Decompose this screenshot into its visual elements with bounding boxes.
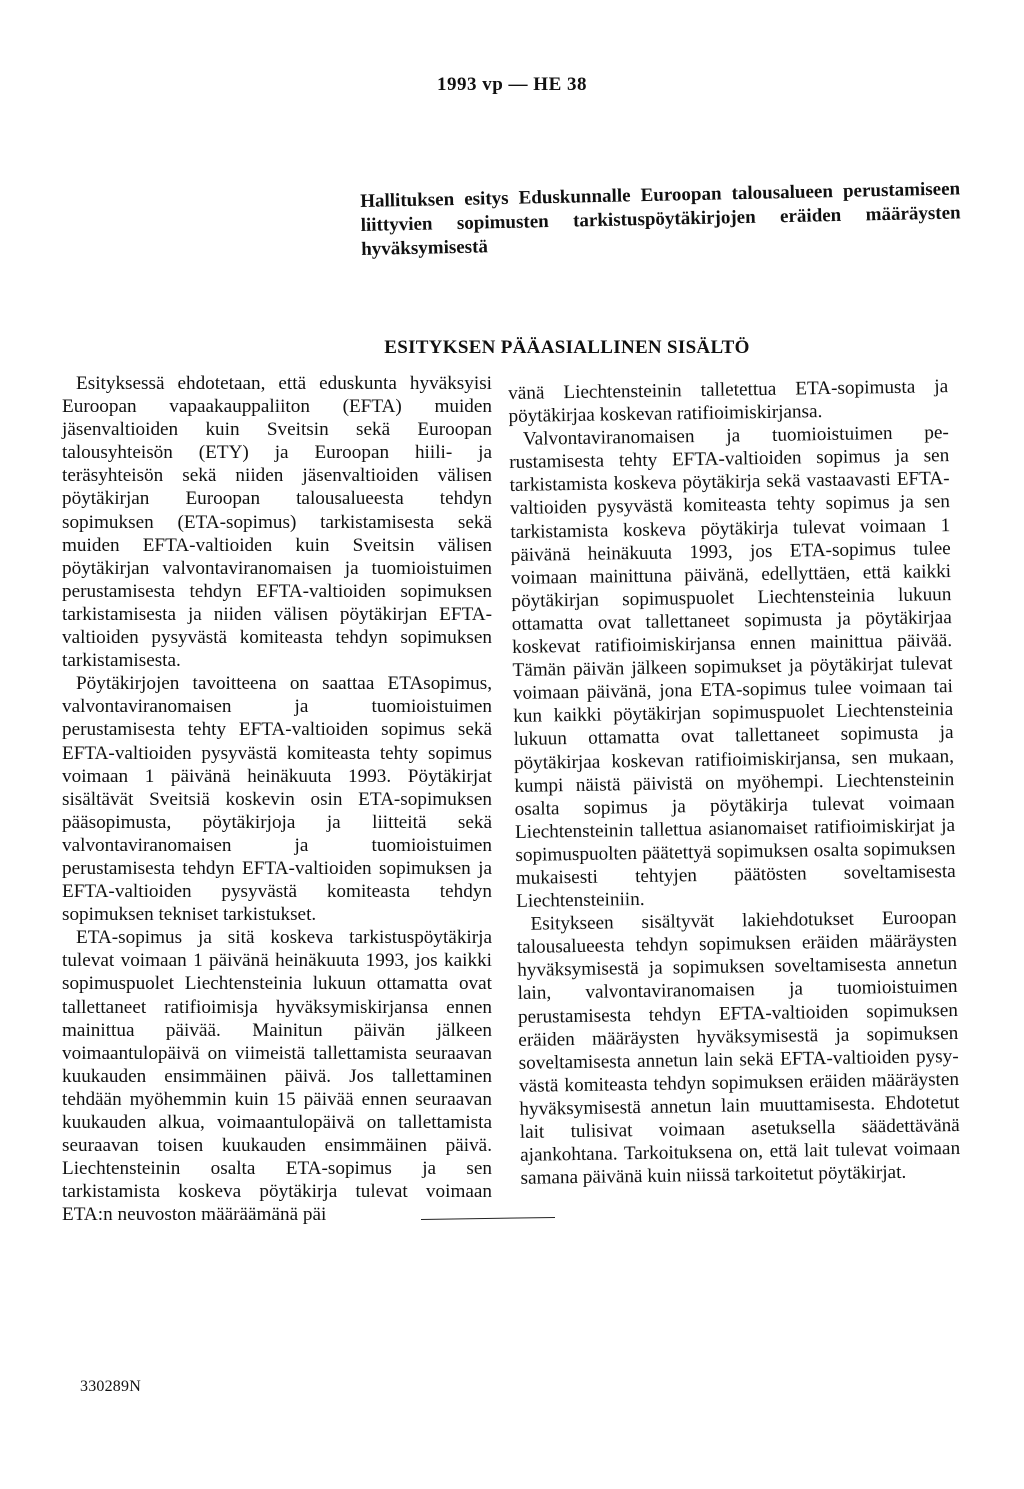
right-paragraph-1: vänä Liechtensteinin talletettua ETA-sopimusta ja pöytäkirjaa koskevan ratifioimiskirjansa.	[508, 376, 949, 428]
right-column	[508, 375, 961, 1190]
left-paragraph-2: Pöytäkirjojen tavoitteena on saattaa ETAsopimus, valvontaviranomaisen ja tuomioistuimen perustamisesta tehty EFTA-valtioiden sopimus sekä EFTA-valtioiden pysyvästä komiteasta tehty sopimus voimaan 1 päivänä heinäkuuta 1993. Pöytäkirjat sisältävät Sveitsiä koskevin osin ETA-sopimuksen pääsopimusta, pöytäkirjoja ja liitteitä sekä valvontaviranomaisen ja tuomioistuimen perustamisesta tehdyn EFTA-valtioiden sopimuksen ja EFTA-valtioiden pysyvästä komiteasta tehdyn sopimuksen tekniset tarkistukset.	[62, 673, 492, 926]
right-paragraph-2: Valvontaviranomaisen ja tuomioistuimen perustamisesta tehty EFTA-valtioiden sopimus ja sen tarkistamista koskeva pöytäkirja sekä vastaavasti EFTA-valtioiden pysyvästä komiteasta tehty sopimus ja sen tarkistamista koskeva pöytäkirja tulevat voimaan 1 päivänä heinäkuuta 1993, jos ETA-sopimus tulee voimaan mainittuna päivänä, edellyttäen, että kaikki pöytäkirjan sopimuspuolet Liechtensteinia lukuun ottamatta ovat tallettaneet sopimusta ja pöytäkirjaa koskevat ratifioimiskirjansa ennen mainittua päivää. Tämän päivän jälkeen sopimukset ja pöytäkirjat tulevat voimaan päivänä, jona ETA-sopimus tulee voimaan tai kun kaikki pöytäkirjan sopimuspuolet Liechtensteinia lukuun ottamatta ovat tallettaneet sopimusta ja pöytäkirjaa koskevan ratifioimiskirjansa, sen mukaan, kumpi näistä päivistä on myöhempi. Liechtensteinin osalta sopimus ja pöytäkirja tulevat voimaan Liechtensteinin tallettua asianomaiset ratifioimiskirjat ja sopimuspuolten päätettyä sopimuksen osalta sopimuksen mukaisesti tehtyjen päätösten soveltamisesta Liechtensteiniin.	[509, 422, 956, 912]
left-paragraph-3: ETA-sopimus ja sitä koskeva tarkistuspöytäkirja tulevat voimaan 1 päivänä heinäkuuta 1993, jos kaikki sopimuspuolet Liechtensteinia lukuun ottamatta ovat tallettaneet ratifioimisja hyväksymiskirjansa ennen mainittua päivää. Mainitun päivän jälkeen voimaantulopäivä on viimeistä tallettamista seuraavan kuukauden ensimmäinen päivä. Jos tallettaminen tehdään myöhemmin kuin 15 päivää ennen seuraavan kuukauden alkua, voimaantulopäivä on tallettamista seuraavan toisen kuukauden ensimmäinen päivä. Liechtensteinin osalta ETA-sopimus ja sen tarkistamista koskeva pöytäkirja tulevat voimaan ETA:n neuvoston määräämänä päi	[62, 927, 492, 1226]
section-heading: ESITYKSEN PÄÄASIALLINEN SISÄLTÖ	[384, 337, 750, 358]
left-column	[62, 372, 492, 1226]
left-paragraph-1: Esityksessä ehdotetaan, että eduskunta hyväksyisi Euroopan vapaakauppaliiton (EFTA) muiden jäsenvaltioiden kuin Sveitsin sekä Euroopan talousyhteisön (ETY) ja Euroopan hiili- ja teräsyhteisön sekä niiden jäsenvaltioiden välisen pöytäkirjan Euroopan talousalueesta tehdyn sopimuksen (ETA-sopimus) tarkistamisesta sekä muiden EFTA-valtioiden kuin Sveitsin välisen pöytäkirjan valvontaviranomaisen ja tuomioistuimen perustamisesta tehdyn EFTA-valtioiden sopimuksen tarkistamisesta ja niiden välisen pöytäkirjan EFTA-valtioiden pysyvästä komiteasta tehdyn sopimuksen tarkistamisesta.	[62, 373, 492, 672]
right-paragraph-3: Esitykseen sisältyvät lakiehdotukset Euroopan talousalueesta tehdyn sopimuksen eräiden määräysten hyväksymisestä ja sopimuksen soveltamisesta annetun lain, valvontaviranomaisen ja tuomioistuimen perustamisesta tehdyn EFTA-valtioiden sopimuksen eräiden määräysten hyväksymisestä ja sopimuksen soveltamisesta annetun lain sekä EFTA-valtioiden pysyvästä komiteasta tehdyn sopimuksen eräiden määräysten hyväksymisestä annetun lain muuttamisesta. Ehdotetut lait tulisivat voimaan asetuksella säädettävänä ajankohtana. Tarkoituksena on, että lait tulevat voimaan samana päivänä kuin niissä tarkoitetut pöytäkirjat.	[516, 907, 961, 1190]
running-header: 1993 vp — HE 38	[436, 74, 588, 95]
document-code: 330289N	[80, 1378, 141, 1395]
document-title: Hallituksen esitys Eduskunnalle Euroopan talousalueen perustamiseen liittyvien sopimusten tarkistuspöytäkirjojen eräiden määräysten hyväksymisestä	[360, 178, 961, 260]
